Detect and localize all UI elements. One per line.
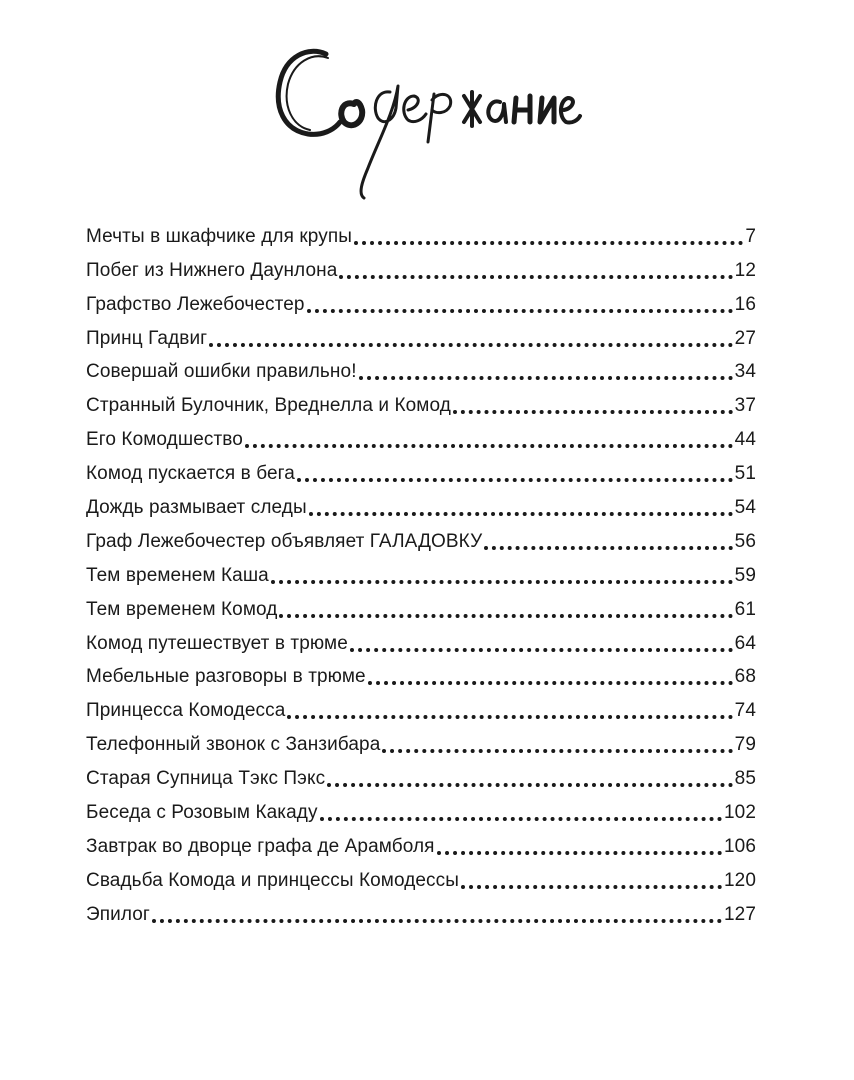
toc-entry-title: Мебельные разговоры в трюме bbox=[86, 666, 366, 688]
toc-entry-title: Телефонный звонок с Занзибара bbox=[86, 734, 381, 756]
toc-dot-leader bbox=[271, 580, 733, 584]
toc-entry-page-number: 37 bbox=[734, 395, 756, 417]
toc-entry bbox=[86, 655, 756, 689]
toc-entry bbox=[86, 316, 756, 350]
toc-entry-page-number: 120 bbox=[723, 869, 756, 891]
toc-dot-leader bbox=[297, 478, 733, 482]
toc-entry-title: Странный Булочник, Вреднелла и Комод bbox=[86, 395, 451, 417]
toc-entry-page-number: 44 bbox=[734, 429, 756, 451]
toc-dot-leader bbox=[484, 546, 732, 550]
toc-dot-leader bbox=[354, 241, 743, 245]
toc-entry-title: Завтрак во дворце графа де Арамболя bbox=[86, 835, 435, 857]
toc-dot-leader bbox=[209, 343, 732, 347]
handwritten-title-svg bbox=[268, 42, 588, 212]
toc-entry-page-number: 16 bbox=[734, 293, 756, 315]
toc-entry-page-number: 106 bbox=[723, 835, 756, 857]
toc-entry-title: Совершай ошибки правильно! bbox=[86, 361, 357, 383]
toc-entry-page-number: 27 bbox=[734, 327, 756, 349]
toc-entry-page-number: 54 bbox=[734, 497, 756, 519]
toc-dot-leader bbox=[309, 512, 733, 516]
toc-entry bbox=[86, 350, 756, 384]
toc-entry bbox=[86, 790, 756, 824]
toc-entry bbox=[86, 621, 756, 655]
toc-entry-title: Его Комодшество bbox=[86, 429, 243, 451]
toc-dot-leader bbox=[368, 681, 733, 685]
toc-entry-title: Беседа с Розовым Какаду bbox=[86, 802, 318, 824]
toc-entry bbox=[86, 824, 756, 858]
toc-entry-page-number: 85 bbox=[734, 768, 756, 790]
toc-entry-page-number: 56 bbox=[734, 530, 756, 552]
toc-entry-page-number: 7 bbox=[745, 225, 756, 247]
toc-entry-title: Свадьба Комода и принцессы Комодессы bbox=[86, 869, 460, 891]
toc-dot-leader bbox=[287, 715, 732, 719]
toc-entry-page-number: 64 bbox=[734, 632, 756, 654]
toc-entry-title: Графство Лежебочестер bbox=[86, 293, 305, 315]
toc-dot-leader bbox=[461, 885, 722, 889]
toc-entry bbox=[86, 417, 756, 451]
toc-dot-leader bbox=[359, 376, 733, 380]
toc-entry-title: Комод пускается в бега bbox=[86, 463, 295, 485]
toc-entry bbox=[86, 519, 756, 553]
toc-dot-leader bbox=[279, 614, 732, 618]
toc-entry-page-number: 127 bbox=[723, 903, 756, 925]
toc-entry-title: Принцесса Комодесса bbox=[86, 700, 286, 722]
toc-entry bbox=[86, 892, 756, 926]
contents-heading bbox=[268, 42, 588, 212]
toc-dot-leader bbox=[320, 817, 722, 821]
toc-entry-title: Тем временем Каша bbox=[86, 564, 269, 586]
toc-entry bbox=[86, 383, 756, 417]
toc-entry-page-number: 51 bbox=[734, 463, 756, 485]
toc-entry-page-number: 68 bbox=[734, 666, 756, 688]
toc-dot-leader bbox=[307, 309, 733, 313]
toc-entry bbox=[86, 451, 756, 485]
toc-entry-page-number: 102 bbox=[723, 802, 756, 824]
toc-entry-page-number: 59 bbox=[734, 564, 756, 586]
table-of-contents bbox=[86, 214, 756, 926]
toc-entry bbox=[86, 485, 756, 519]
toc-dot-leader bbox=[453, 410, 733, 414]
toc-entry bbox=[86, 722, 756, 756]
toc-entry-page-number: 79 bbox=[734, 734, 756, 756]
toc-entry-title: Тем временем Комод bbox=[86, 598, 278, 620]
toc-entry bbox=[86, 248, 756, 282]
toc-dot-leader bbox=[350, 648, 733, 652]
toc-entry-title: Эпилог bbox=[86, 903, 150, 925]
toc-entry-title: Дождь размывает следы bbox=[86, 497, 307, 519]
toc-entry-title: Побег из Нижнего Даунлона bbox=[86, 259, 338, 281]
toc-entry bbox=[86, 587, 756, 621]
toc-entry-page-number: 12 bbox=[734, 259, 756, 281]
toc-dot-leader bbox=[152, 919, 722, 923]
toc-entry-title: Граф Лежебочестер объявляет ГАЛАДОВКУ bbox=[86, 530, 483, 552]
toc-dot-leader bbox=[437, 851, 722, 855]
toc-entry-title: Старая Супница Тэкс Пэкс bbox=[86, 768, 326, 790]
toc-dot-leader bbox=[245, 444, 733, 448]
toc-entry-page-number: 74 bbox=[734, 700, 756, 722]
toc-entry bbox=[86, 282, 756, 316]
toc-dot-leader bbox=[327, 783, 732, 787]
toc-entry bbox=[86, 214, 756, 248]
toc-dot-leader bbox=[339, 275, 732, 279]
toc-entry bbox=[86, 688, 756, 722]
toc-entry-title: Принц Гадвиг bbox=[86, 327, 208, 349]
toc-entry bbox=[86, 553, 756, 587]
toc-entry-title: Мечты в шкафчике для крупы bbox=[86, 225, 352, 247]
toc-dot-leader bbox=[382, 749, 732, 753]
toc-entry-title: Комод путешествует в трюме bbox=[86, 632, 348, 654]
toc-entry-page-number: 34 bbox=[734, 361, 756, 383]
toc-entry bbox=[86, 756, 756, 790]
toc-entry bbox=[86, 858, 756, 892]
toc-entry-page-number: 61 bbox=[734, 598, 756, 620]
